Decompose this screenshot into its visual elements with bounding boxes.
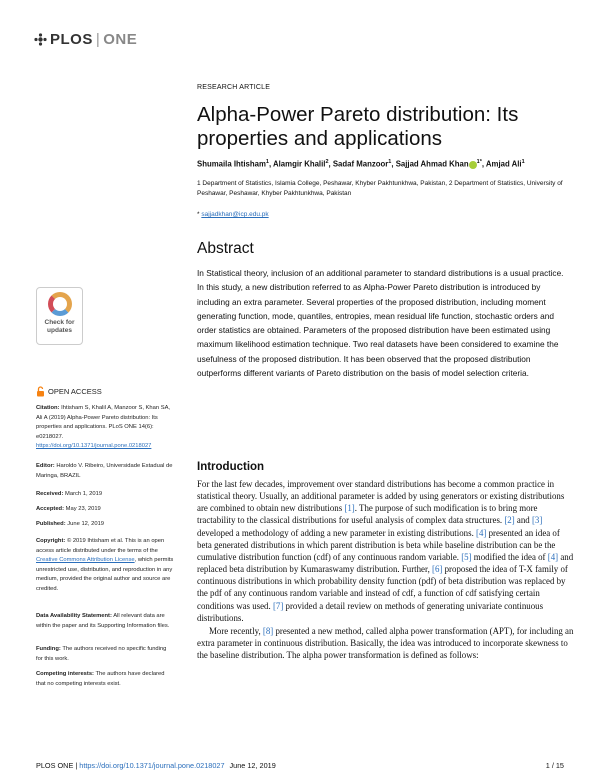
logo-one: ONE xyxy=(103,31,138,48)
text-run: presented an idea of beta generated distributions in which parent distribution is beta while baseline distribution can be the cumulative distribution function (cdf) of any continuous random variable. xyxy=(197,527,560,562)
copyright-pre: © 2019 Ihtisham et al. This is an open access article distributed under the terms of the xyxy=(36,538,165,554)
author-name[interactable]: Amjad Ali xyxy=(485,159,522,169)
text-run: proposed the idea of T-X family of continuous distributions in which probability density function (pdf) of beta distribution was replaced by the pdf of any continuous random variable and instead of cdf, a function of cdf satisfying certain conditions was used. xyxy=(197,564,568,611)
footer-journal: PLOS ONE xyxy=(36,761,74,770)
open-access xyxy=(36,386,174,397)
text-run: and replaced beta distribution by Kumaraswamy distribution. Further, xyxy=(197,551,574,575)
corr-email-link[interactable]: sajjadkhan@icp.edu.pk xyxy=(201,211,269,218)
reference-link[interactable]: [2] xyxy=(504,515,515,526)
badge-line-2: updates xyxy=(47,327,72,334)
corr-mark: * xyxy=(197,211,200,218)
reference-link[interactable]: [7] xyxy=(272,600,284,611)
corresponding-author xyxy=(197,211,572,218)
footer-doi-link[interactable]: https://doi.org/10.1371/journal.pone.0218027 xyxy=(79,761,225,770)
received-text: March 1, 2019 xyxy=(65,491,103,497)
text-run: presented a new method, called alpha power transformation (APT), for including an extra parameter in continuous distribution. Basically, the idea was introduced to incorporate skewness to the baseline distribution. The alpha power transformation is defined as follows: xyxy=(197,625,574,661)
text-run: More recently, xyxy=(209,625,263,636)
affiliations: 1 Department of Statistics, Islamia College, Peshawar, Khyber Pakhtunkhwa, Pakistan, 2 Department of Statistics, University of Peshawar, Peshawar, Khyber Pakhtunkhwa, Pakistan xyxy=(197,180,563,197)
introduction-body xyxy=(197,478,575,661)
check-for-updates-badge[interactable] xyxy=(36,287,83,345)
reference-link[interactable]: [8] xyxy=(262,625,274,636)
reference-link[interactable]: [4] xyxy=(476,527,487,538)
received-label: Received: xyxy=(36,491,64,497)
funding-text: The authors received no specific funding for this work. xyxy=(36,646,167,662)
plos-flower-icon xyxy=(34,33,47,46)
author-sup: 1 xyxy=(388,159,392,165)
published-label: Published: xyxy=(36,521,66,527)
plos-one-logo[interactable] xyxy=(34,31,137,48)
logo-plos: PLOS xyxy=(50,31,93,48)
introduction-heading: Introduction xyxy=(197,461,265,473)
article-title: Alpha-Power Pareto distribution: Its properties and applications xyxy=(197,103,519,150)
cc-license-link[interactable]: Creative Commons Attribution License xyxy=(36,557,135,563)
badge-line-1: Check for xyxy=(44,319,75,326)
author-name[interactable]: Shumaila Ihtisham xyxy=(197,159,266,169)
reference-link[interactable]: [6] xyxy=(432,564,443,575)
reference-link[interactable]: [3] xyxy=(531,515,543,526)
intro-paragraph-1 xyxy=(197,478,575,624)
accepted-text: May 23, 2019 xyxy=(65,506,101,512)
citation-label: Citation: xyxy=(36,405,60,411)
reference-link[interactable]: [4] xyxy=(547,551,559,562)
author-name[interactable]: Sadaf Manzoor xyxy=(332,159,389,169)
text-run: developed a methodology of adding a new parameter in existing distributions. xyxy=(197,527,477,538)
copyright-post: , which permits unrestricted use, distribution, and reproduction in any medium, provided the original author and source are credited. xyxy=(36,557,174,592)
received-block xyxy=(36,490,174,500)
reference-link[interactable]: [5] xyxy=(461,551,472,562)
funding-block xyxy=(36,645,174,664)
text-run: and xyxy=(514,515,532,526)
text-run: For the last few decades, improvement over standard distributions has become a common practice in statistical theory. Usually, an additional parameter is added by using generators or existing distributions are combined to obtain new distributions xyxy=(197,479,565,514)
author-name[interactable]: Alamgir Khalil xyxy=(273,159,326,169)
data-label: Data Availability Statement: xyxy=(36,613,112,619)
copyright-label: Copyright: xyxy=(36,538,66,544)
update-ring-icon xyxy=(48,292,72,316)
author-sup: 1 xyxy=(521,159,525,165)
competing-label: Competing interests: xyxy=(36,671,94,677)
editor-label: Editor: xyxy=(36,463,55,469)
author-name[interactable]: Sajjad Ahmad Khan xyxy=(395,159,469,169)
footer-date: June 12, 2019 xyxy=(229,761,276,770)
abstract-text: In Statistical theory, inclusion of an additional parameter to standard distributions is a usual practice. In this study, a new distribution referred to as Alpha-Power Pareto distribution is introduced by including an extra parameter. Several properties of the proposed distribution, including moment generating function, mode, quantiles, entropies, mean residual life function, stochastic orders and order statistics are obtained. Parameters of the proposed distribution have been estimated using maximum likelihood estimation technique. Two real datasets have been considered to examine the usefulness of the proposed distribution. It has been observed that the proposed distribution outperforms different variants of Pareto distribution on the basis of model selection criteria. xyxy=(197,268,564,379)
author-sup: 2 xyxy=(325,159,329,165)
author-sup: 1* xyxy=(476,159,482,165)
competing-interests-block xyxy=(36,670,174,689)
citation-block xyxy=(36,404,174,452)
footer-sep: | xyxy=(73,761,80,770)
page-footer xyxy=(36,761,564,770)
open-lock-icon xyxy=(36,386,45,397)
text-run: provided a detail review on methods of generating univariate continuous distributions. xyxy=(197,600,544,623)
orcid-icon[interactable] xyxy=(469,161,477,169)
editor-text: Haroldo V. Ribeiro, Universidade Estadual de Maringa, BRAZIL xyxy=(36,463,173,479)
text-run: modified the idea of xyxy=(471,551,548,562)
logo-separator: | xyxy=(95,31,101,48)
published-block xyxy=(36,520,174,530)
published-text: June 12, 2019 xyxy=(67,521,105,527)
citation-doi-link[interactable]: https://doi.org/10.1371/journal.pone.0218027 xyxy=(36,443,152,449)
text-run: . The purpose of such modification is to bring more tractability to the classical distributions for useful analysis of complex data structures. xyxy=(197,503,538,526)
intro-paragraph-2 xyxy=(197,625,575,661)
data-text: All relevant data are within the paper and its Supporting Information files. xyxy=(36,613,170,629)
accepted-label: Accepted: xyxy=(36,506,65,512)
copyright-block xyxy=(36,537,174,594)
author-sup: 1 xyxy=(265,159,269,165)
competing-text: The authors have declared that no competing interests exist. xyxy=(36,671,165,687)
accepted-block xyxy=(36,505,174,515)
editor-block xyxy=(36,462,174,481)
abstract-heading: Abstract xyxy=(197,240,254,257)
article-type: RESEARCH ARTICLE xyxy=(197,84,271,91)
reference-link[interactable]: [1] xyxy=(344,503,355,514)
citation-text: Ihtisham S, Khalil A, Manzoor S, Khan SA, Ali A (2019) Alpha-Power Pareto distribution: Its properties and applications. PLoS ONE 14(6): e0218027. xyxy=(36,405,171,440)
author-list: Shumaila Ihtisham$^1$, Alamgir Khalil$^2$, Sadaf Manzoor$^1$, Sajjad Ahmad Khan $^{1*}$, Amjad Ali$^1$ xyxy=(197,159,525,169)
data-availability-block xyxy=(36,612,174,631)
open-access-label: OPEN ACCESS xyxy=(48,386,102,396)
funding-label: Funding: xyxy=(36,646,61,652)
page-number: 1 / 15 xyxy=(545,761,564,770)
